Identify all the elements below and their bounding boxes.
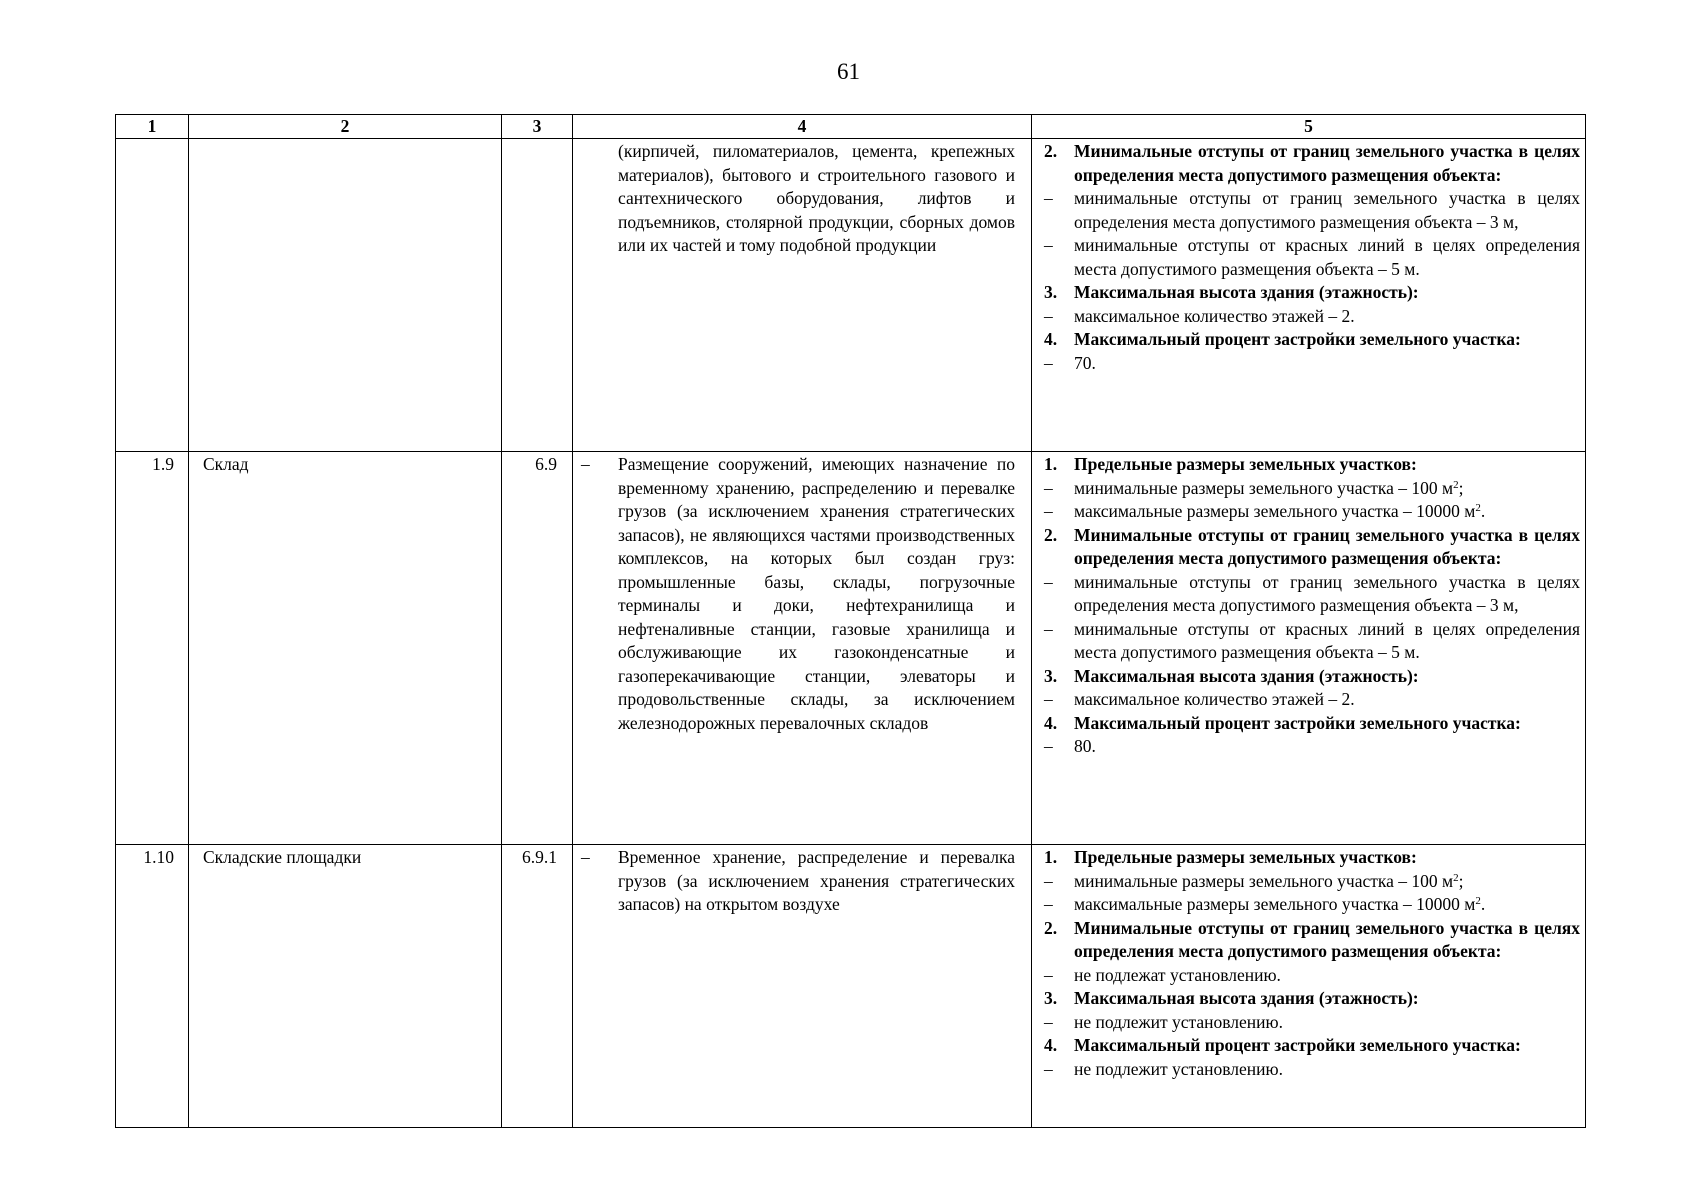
dash-marker: – bbox=[1044, 571, 1053, 592]
parameter-text-value: Предельные размеры земельных участков: bbox=[1074, 847, 1417, 867]
parameter-item bbox=[1044, 352, 1580, 376]
header-cell-5: 5 bbox=[1032, 115, 1586, 139]
parameter-text bbox=[1074, 281, 1580, 305]
parameter-item bbox=[1044, 571, 1580, 618]
parameter-text-value: Максимальная высота здания (этажность): bbox=[1074, 282, 1419, 302]
dash-marker: – bbox=[1044, 1058, 1053, 1079]
parameter-text-value: Максимальный процент застройки земельного участка: bbox=[1074, 712, 1521, 733]
parameter-text-value: минимальные отступы от красных линий в целях определения места допустимого размещения объекта – 5 м. bbox=[1074, 235, 1580, 279]
parameter-text-value: Минимальные отступы от границ земельного участка в целях определения места допустимого размещения объекта: bbox=[1074, 524, 1580, 568]
parameter-item bbox=[1044, 618, 1580, 665]
superscript: 2 bbox=[1475, 502, 1481, 514]
parameter-text-value: максимальное количество этажей – 2. bbox=[1074, 305, 1355, 326]
parameter-text bbox=[1074, 571, 1580, 618]
list-number: 3. bbox=[1044, 282, 1058, 302]
parameter-text bbox=[1074, 140, 1580, 187]
parameter-text bbox=[1074, 987, 1580, 1011]
name-cell: Склад bbox=[189, 452, 502, 845]
parameter-item bbox=[1044, 893, 1580, 917]
number-cell: 1.9 bbox=[116, 452, 189, 845]
parameter-text-value: Максимальная высота здания (этажность): bbox=[1074, 988, 1419, 1008]
dash-marker: – bbox=[1044, 894, 1053, 914]
parameter-text-value: Максимальный процент застройки земельного участка: bbox=[1074, 1035, 1521, 1055]
parameter-heading bbox=[1044, 846, 1580, 870]
punctuation: ; bbox=[1458, 870, 1464, 891]
parameter-item bbox=[1044, 688, 1580, 712]
parameter-heading bbox=[1044, 328, 1580, 352]
header-row bbox=[116, 115, 1586, 139]
list-number: 3. bbox=[1044, 665, 1058, 686]
name-cell bbox=[189, 139, 502, 452]
regulations-table bbox=[115, 114, 1586, 1128]
parameter-text bbox=[1074, 234, 1580, 281]
table-row-1-9 bbox=[116, 452, 1586, 845]
list-number: 4. bbox=[1044, 712, 1058, 733]
parameter-text-value: не подлежат установлению. bbox=[1074, 964, 1281, 985]
parameter-item bbox=[1044, 1011, 1580, 1035]
dash-marker: – bbox=[1044, 305, 1053, 326]
list-number: 2. bbox=[1044, 917, 1058, 938]
parameter-text bbox=[1074, 735, 1580, 759]
number-cell bbox=[116, 139, 189, 452]
parameter-text bbox=[1074, 964, 1580, 988]
parameter-text-value: Максимальная высота здания (этажность): bbox=[1074, 665, 1419, 686]
list-number: 4. bbox=[1044, 1035, 1058, 1055]
parameter-item bbox=[1044, 870, 1580, 894]
parameter-text bbox=[1074, 688, 1580, 712]
dash-marker: – bbox=[1044, 352, 1053, 373]
parameter-text-value: не подлежит установлению. bbox=[1074, 1058, 1283, 1079]
parameter-text-value: минимальные отступы от границ земельного участка в целях определения места допустимого размещения объекта – 3 м, bbox=[1074, 571, 1580, 615]
parameter-text-value: Предельные размеры земельных участков: bbox=[1074, 454, 1417, 474]
parameter-heading bbox=[1044, 524, 1580, 571]
parameter-item bbox=[1044, 964, 1580, 988]
parameters-cell bbox=[1032, 845, 1586, 1128]
punctuation: . bbox=[1480, 501, 1486, 521]
punctuation: . bbox=[1480, 894, 1486, 914]
code-cell bbox=[502, 139, 573, 452]
header-cell-2: 2 bbox=[189, 115, 502, 139]
list-number: 2. bbox=[1044, 524, 1058, 545]
parameter-text bbox=[1074, 665, 1580, 689]
parameter-text-value: минимальные отступы от красных линий в целях определения места допустимого размещения объекта – 5 м. bbox=[1074, 618, 1580, 662]
parameter-item bbox=[1044, 305, 1580, 329]
parameter-text bbox=[1074, 1034, 1580, 1058]
parameter-item bbox=[1044, 500, 1580, 524]
parameter-text-value: 70. bbox=[1074, 352, 1096, 373]
page-number: 61 bbox=[837, 59, 860, 84]
description-cell bbox=[573, 452, 1032, 845]
dash-marker: – bbox=[1044, 1011, 1053, 1032]
table-row-continuation bbox=[116, 139, 1586, 452]
parameter-heading bbox=[1044, 712, 1580, 736]
parameter-text bbox=[1074, 524, 1580, 571]
header-cell-4: 4 bbox=[573, 115, 1032, 139]
dash-marker: – bbox=[1044, 501, 1053, 521]
parameter-text bbox=[1074, 1058, 1580, 1082]
name-cell: Складские площадки bbox=[189, 845, 502, 1128]
parameter-text bbox=[1074, 618, 1580, 665]
parameter-item bbox=[1044, 187, 1580, 234]
description-cell bbox=[573, 845, 1032, 1128]
parameter-text bbox=[1074, 500, 1580, 524]
description-text: (кирпичей, пиломатериалов, цемента, крепежных материалов), бытового и строительного газового и сантехнического оборудования, лифтов и подъемников, столярной продукции, сборных домов или их частей и тому подобной продукции bbox=[618, 141, 1015, 255]
parameter-text bbox=[1074, 328, 1580, 352]
dash-marker: – bbox=[1044, 235, 1053, 255]
parameter-text bbox=[1074, 352, 1580, 376]
parameter-heading bbox=[1044, 140, 1580, 187]
list-number: 1. bbox=[1044, 454, 1058, 474]
parameter-item bbox=[1044, 477, 1580, 501]
code-cell: 6.9 bbox=[502, 452, 573, 845]
dash-marker: – bbox=[1044, 689, 1053, 709]
parameter-text-value: максимальное количество этажей – 2. bbox=[1074, 689, 1355, 709]
parameter-item bbox=[1044, 735, 1580, 759]
table-row-1-10 bbox=[116, 845, 1586, 1128]
list-number: 2. bbox=[1044, 141, 1058, 161]
dash-marker: – bbox=[581, 847, 590, 867]
parameter-text bbox=[1074, 870, 1580, 894]
superscript: 2 bbox=[1453, 871, 1459, 884]
parameter-heading bbox=[1044, 1034, 1580, 1058]
parameter-text-value: 80. bbox=[1074, 736, 1096, 756]
parameter-text bbox=[1074, 477, 1580, 501]
parameter-heading bbox=[1044, 917, 1580, 964]
parameter-text-value: Минимальные отступы от границ земельного участка в целях определения места допустимого размещения объекта: bbox=[1074, 917, 1580, 961]
description-text: Временное хранение, распределение и перевалка грузов (за исключением хранения стратегических запасов) на открытом воздухе bbox=[618, 847, 1015, 914]
parameter-text-value: минимальные отступы от границ земельного участка в целях определения места допустимого размещения объекта – 3 м, bbox=[1074, 188, 1580, 232]
superscript: 2 bbox=[1453, 478, 1459, 491]
parameter-text-value: не подлежит установлению. bbox=[1074, 1011, 1283, 1032]
punctuation: ; bbox=[1458, 477, 1464, 498]
parameters-cell bbox=[1032, 139, 1586, 452]
header-cell-3: 3 bbox=[502, 115, 573, 139]
header-cell-1: 1 bbox=[116, 115, 189, 139]
parameter-item bbox=[1044, 234, 1580, 281]
dash-marker: – bbox=[1044, 477, 1053, 498]
parameter-text-value: Минимальные отступы от границ земельного участка в целях определения места допустимого размещения объекта: bbox=[1074, 141, 1580, 185]
parameter-text-value: Максимальный процент застройки земельного участка: bbox=[1074, 329, 1521, 349]
dash-marker: – bbox=[1044, 618, 1053, 639]
parameter-heading bbox=[1044, 987, 1580, 1011]
list-number: 4. bbox=[1044, 329, 1058, 349]
parameter-heading bbox=[1044, 453, 1580, 477]
number-cell: 1.10 bbox=[116, 845, 189, 1128]
superscript: 2 bbox=[1475, 895, 1481, 907]
parameter-text-value: максимальные размеры земельного участка – 10000 м bbox=[1074, 501, 1476, 521]
list-number: 3. bbox=[1044, 988, 1058, 1008]
parameter-text bbox=[1074, 187, 1580, 234]
description-cell bbox=[573, 139, 1032, 452]
list-number: 1. bbox=[1044, 847, 1058, 867]
parameter-text bbox=[1074, 917, 1580, 964]
description-text: Размещение сооружений, имеющих назначение по временному хранению, распределению и перевалке грузов (за исключением хранения стратегических запасов), не являющихся частями производственных комплексов, на которых был создан груз: промышленные базы, склады, погрузочные терминалы и доки, нефтехранилища и нефтеналивные станции, газовые хранилища и обслуживающие их газоконденсатные и газоперекачивающие станции, элеваторы и продовольственные склады, за исключением железнодорожных перевалочных складов bbox=[618, 454, 1015, 733]
parameter-text bbox=[1074, 893, 1580, 917]
parameter-text bbox=[1074, 846, 1580, 870]
dash-marker: – bbox=[581, 454, 590, 474]
dash-marker: – bbox=[1044, 964, 1053, 985]
parameter-heading bbox=[1044, 665, 1580, 689]
code-cell: 6.9.1 bbox=[502, 845, 573, 1128]
parameter-text bbox=[1074, 305, 1580, 329]
parameter-text-value: минимальные размеры земельного участка – 100 м bbox=[1074, 870, 1454, 891]
parameter-text bbox=[1074, 453, 1580, 477]
parameter-heading bbox=[1044, 281, 1580, 305]
dash-marker: – bbox=[1044, 736, 1053, 756]
parameter-text-value: максимальные размеры земельного участка – 10000 м bbox=[1074, 894, 1476, 914]
dash-marker: – bbox=[1044, 188, 1053, 208]
parameter-text-value: минимальные размеры земельного участка – 100 м bbox=[1074, 477, 1454, 498]
dash-marker: – bbox=[1044, 870, 1053, 891]
parameter-item bbox=[1044, 1058, 1580, 1082]
parameters-cell bbox=[1032, 452, 1586, 845]
parameter-text bbox=[1074, 1011, 1580, 1035]
parameter-text bbox=[1074, 712, 1580, 736]
